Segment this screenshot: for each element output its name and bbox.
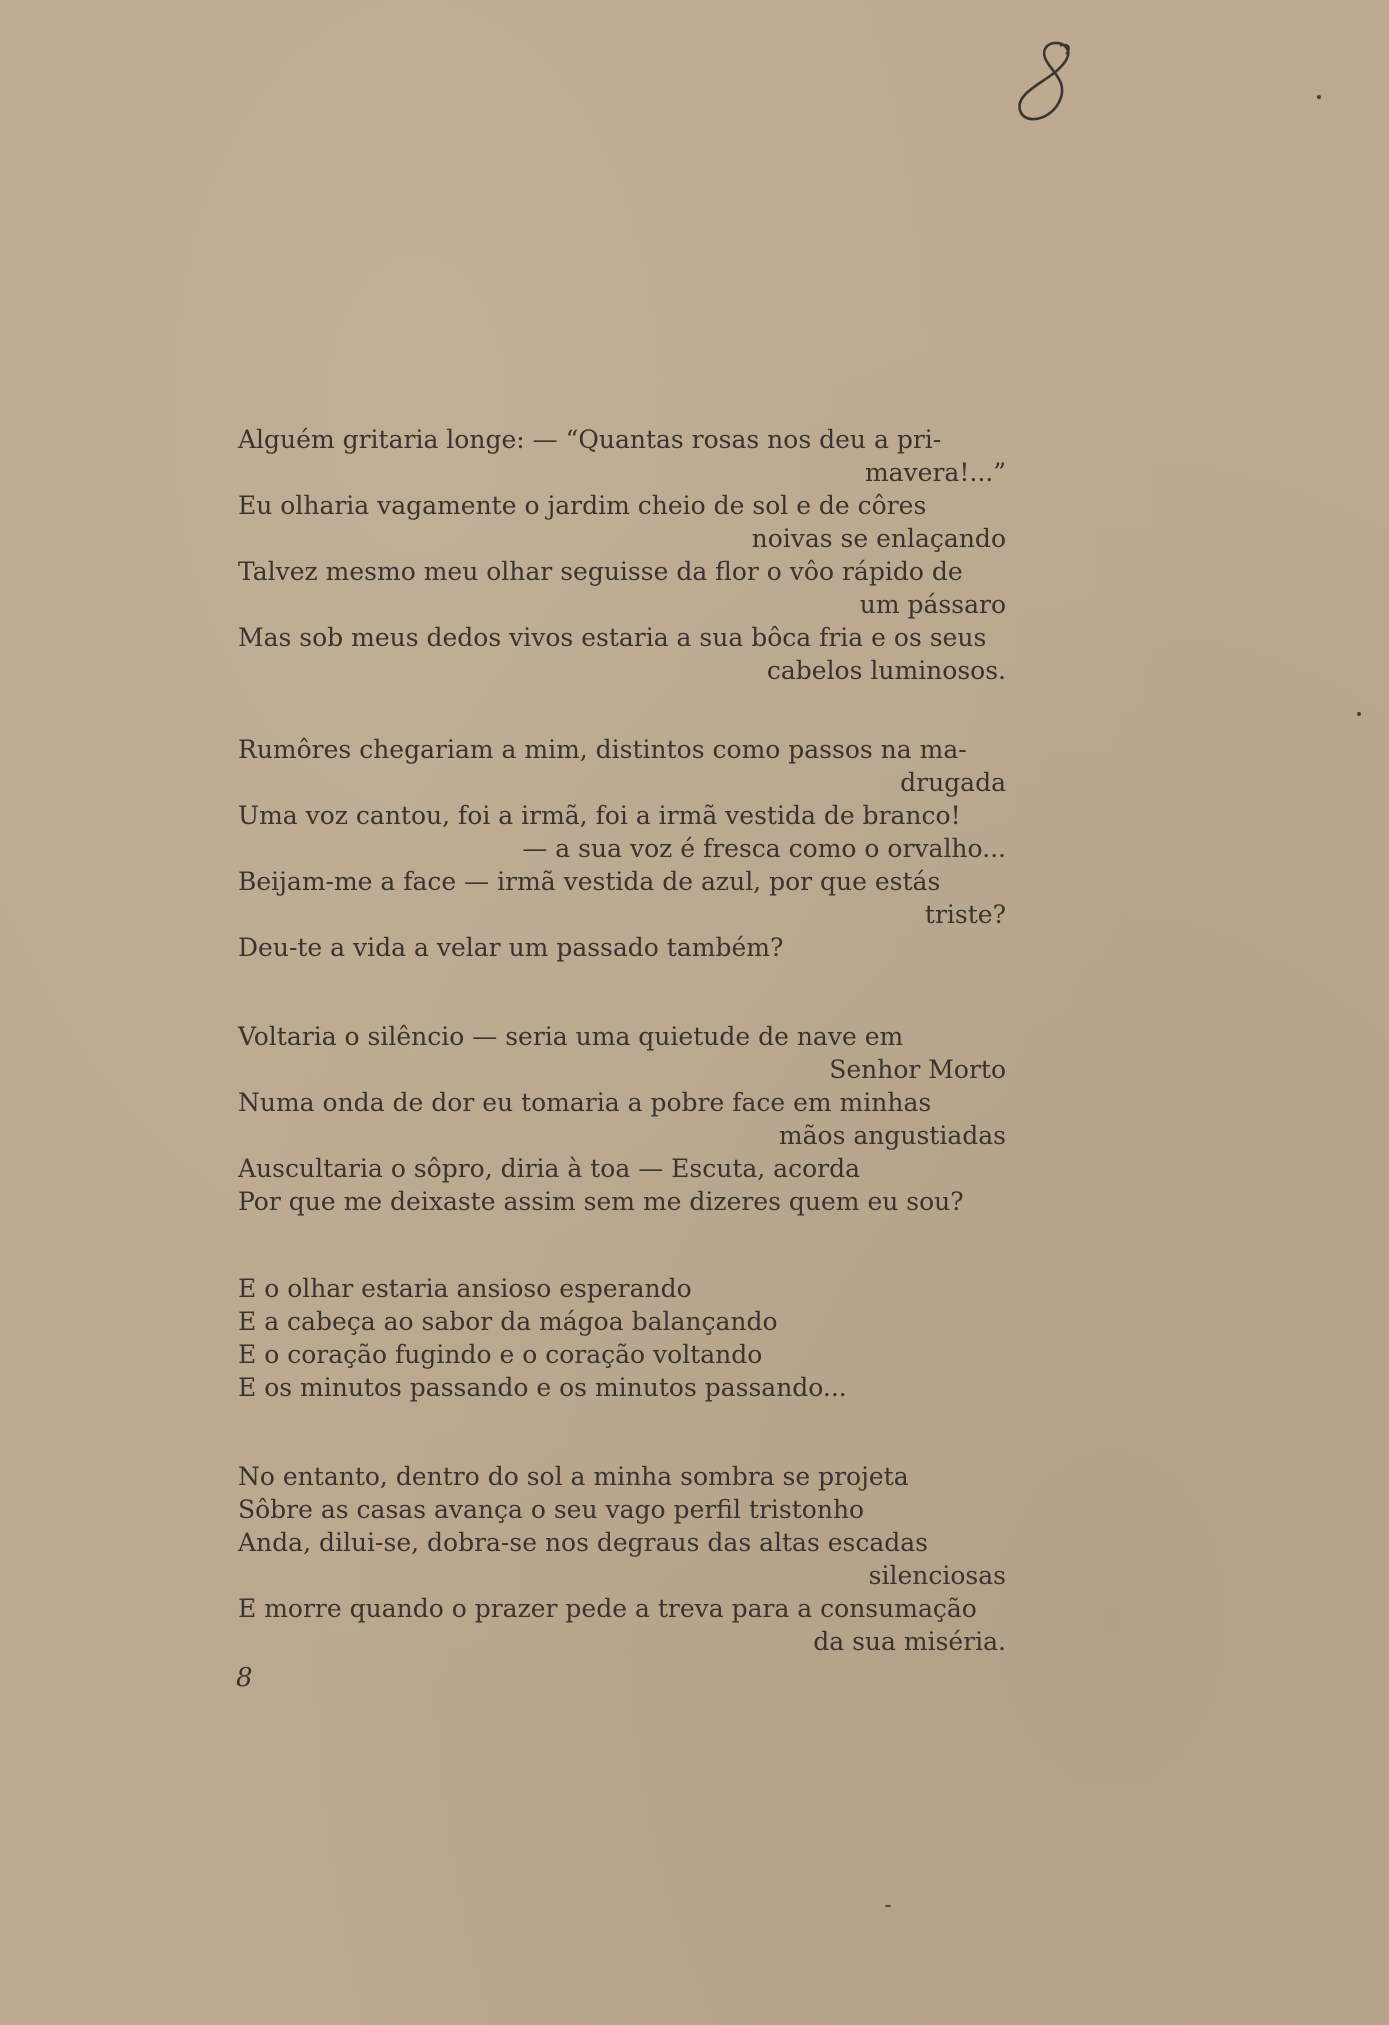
verse-line: Numa onda de dor eu tomaria a pobre face em minhas xyxy=(238,1088,932,1117)
verse-line: Anda, dilui-se, dobra-se nos degraus das altas escadas xyxy=(238,1528,928,1557)
verse-continuation: silenciosas xyxy=(868,1561,1006,1590)
verse-line: Talvez mesmo meu olhar seguisse da flor o vôo rápido de xyxy=(238,557,963,586)
verse-line: Auscultaria o sôpro, diria à toa — Escuta, acorda xyxy=(238,1154,860,1183)
verse-line: Eu olharia vagamente o jardim cheio de sol e de côres xyxy=(238,491,927,520)
verse-line: E o coração fugindo e o coração voltando xyxy=(238,1340,763,1369)
verse-continuation: mavera!...” xyxy=(864,458,1006,487)
verse-line: Alguém gritaria longe: — “Quantas rosas nos deu a pri- xyxy=(238,425,942,454)
verse-line-indented: — a sua voz é fresca como o orvalho... xyxy=(522,834,1006,863)
verse-continuation: da sua miséria. xyxy=(813,1627,1006,1656)
stanza-2 xyxy=(238,733,1006,964)
verse-continuation: noivas se enlaçando xyxy=(751,524,1006,553)
verse-line: E o olhar estaria ansioso esperando xyxy=(238,1274,692,1303)
paper-speck xyxy=(1357,712,1361,716)
folio-page-number: 8 xyxy=(236,1663,253,1693)
handwritten-page-number xyxy=(1010,38,1080,138)
verse-line: No entanto, dentro do sol a minha sombra se projeta xyxy=(238,1462,909,1491)
verse-line: E os minutos passando e os minutos passando... xyxy=(238,1373,847,1402)
verse-line: Uma voz cantou, foi a irmã, foi a irmã vestida de branco! xyxy=(238,801,961,830)
poem-body xyxy=(238,423,1006,1658)
verse-continuation: drugada xyxy=(900,768,1006,797)
verse-continuation: Senhor Morto xyxy=(829,1055,1006,1084)
verse-line: E morre quando o prazer pede a treva para a consumação xyxy=(238,1594,977,1623)
verse-line: Por que me deixaste assim sem me dizeres quem eu sou? xyxy=(238,1187,964,1216)
verse-line: Mas sob meus dedos vivos estaria a sua bôca fria e os seus xyxy=(238,623,987,652)
stanza-3 xyxy=(238,1020,1006,1218)
verse-continuation: mãos angustiadas xyxy=(778,1121,1006,1150)
verse-line: Sôbre as casas avança o seu vago perfil tristonho xyxy=(238,1495,865,1524)
paper-speck xyxy=(885,1905,891,1907)
verse-line: Voltaria o silêncio — seria uma quietude de nave em xyxy=(238,1022,904,1051)
verse-line: E a cabeça ao sabor da mágoa balançando xyxy=(238,1307,778,1336)
verse-line: Rumôres chegariam a mim, distintos como passos na ma- xyxy=(238,735,967,764)
verse-line: Deu-te a vida a velar um passado também? xyxy=(238,933,784,962)
verse-line: Beijam-me a face — irmã vestida de azul, por que estás xyxy=(238,867,941,896)
stanza-4 xyxy=(238,1272,1006,1404)
verse-continuation: cabelos luminosos. xyxy=(766,656,1006,685)
paper-speck xyxy=(1317,95,1321,99)
verse-continuation: um pássaro xyxy=(859,590,1006,619)
stanza-1 xyxy=(238,423,1006,687)
verse-continuation: triste? xyxy=(924,900,1006,929)
stanza-5 xyxy=(238,1460,1006,1658)
